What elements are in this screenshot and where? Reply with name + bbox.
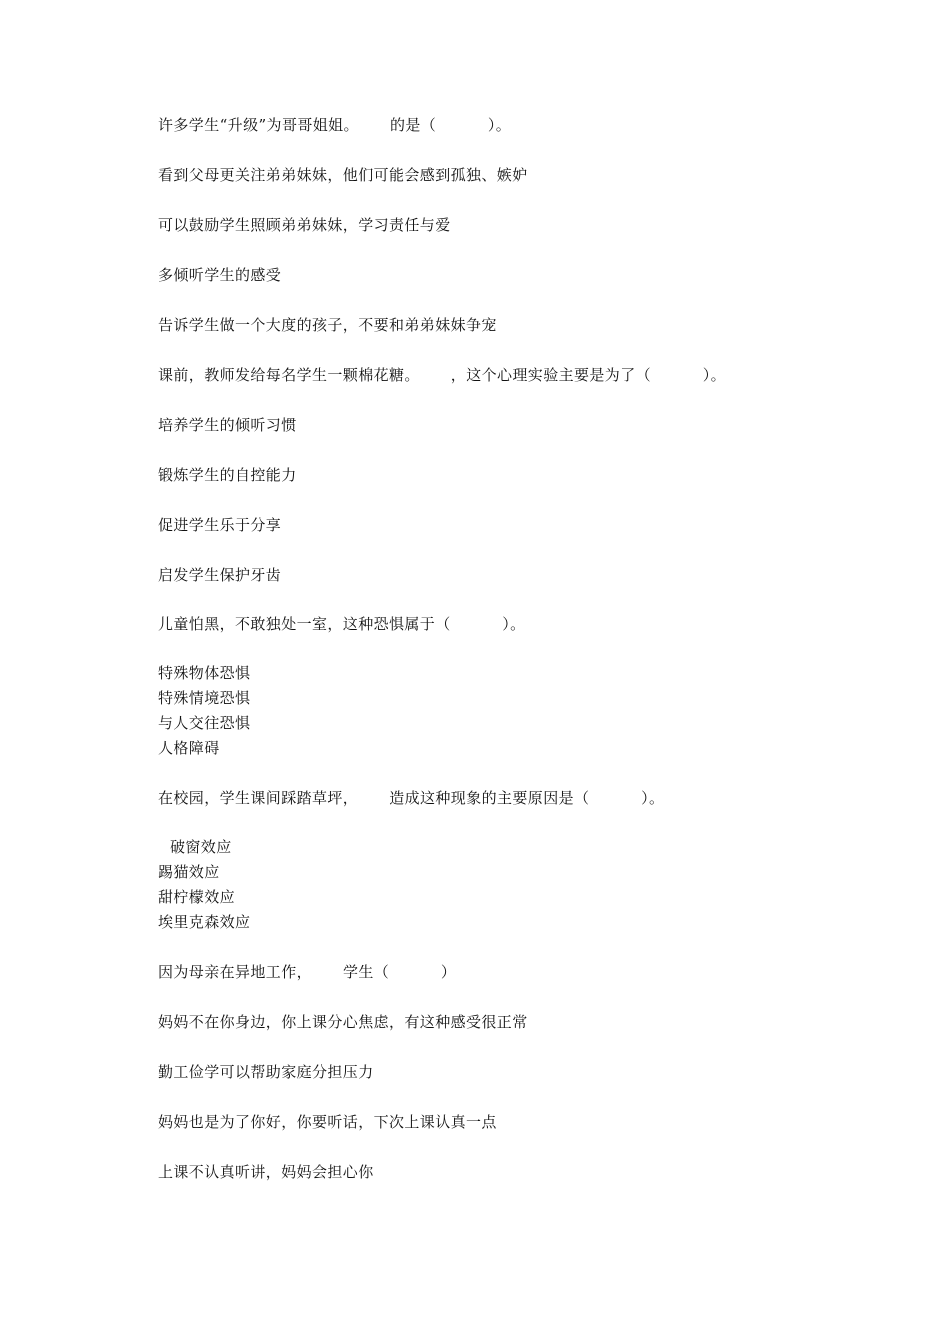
question-4-option-c: 甜柠檬效应 (158, 888, 236, 906)
question-1-option-a: 看到父母更关注弟弟妹妹，他们可能会感到孤独、嫉妒 (158, 166, 528, 184)
question-2-option-b: 锻炼学生的自控能力 (158, 466, 297, 484)
question-2-option-a: 培养学生的倾听习惯 (158, 416, 297, 434)
question-5-option-d: 上课不认真听讲，妈妈会担心你 (158, 1163, 374, 1181)
question-3-option-d: 人格障碍 (158, 739, 220, 757)
document-page (158, 0, 838, 1344)
question-4-option-b: 踢猫效应 (158, 863, 220, 881)
question-4-option-a: 破窗效应 (170, 838, 232, 856)
question-5-option-b: 勤工俭学可以帮助家庭分担压力 (158, 1063, 374, 1081)
question-1-option-c: 多倾听学生的感受 (158, 266, 282, 284)
question-3-stem: 儿童怕黑，不敢独处一室，这种恐惧属于（ ）。 (158, 615, 526, 633)
question-2-option-d: 启发学生保护牙齿 (158, 566, 282, 584)
question-4-stem: 在校园，学生课间踩踏草坪， 造成这种现象的主要原因是（ ）。 (158, 789, 665, 807)
question-5-stem: 因为母亲在异地工作， 学生（ ） (158, 963, 457, 981)
question-1-option-b: 可以鼓励学生照顾弟弟妹妹，学习责任与爱 (158, 216, 451, 234)
question-1-option-d: 告诉学生做一个大度的孩子，不要和弟弟妹妹争宠 (158, 316, 497, 334)
question-2-stem: 课前，教师发给每名学生一颗棉花糖。 ，这个心理实验主要是为了（ ）。 (158, 366, 726, 384)
question-5-option-c: 妈妈也是为了你好，你要听话，下次上课认真一点 (158, 1113, 497, 1131)
question-1-stem: 许多学生“升级”为哥哥姐姐。 的是（ ）。 (158, 116, 512, 134)
question-2-option-c: 促进学生乐于分享 (158, 516, 282, 534)
question-3-option-c: 与人交往恐惧 (158, 714, 251, 732)
question-3-option-b: 特殊情境恐惧 (158, 689, 251, 707)
question-5-option-a: 妈妈不在你身边，你上课分心焦虑，有这种感受很正常 (158, 1013, 528, 1031)
question-4-option-d: 埃里克森效应 (158, 913, 251, 931)
question-3-option-a: 特殊物体恐惧 (158, 664, 251, 682)
